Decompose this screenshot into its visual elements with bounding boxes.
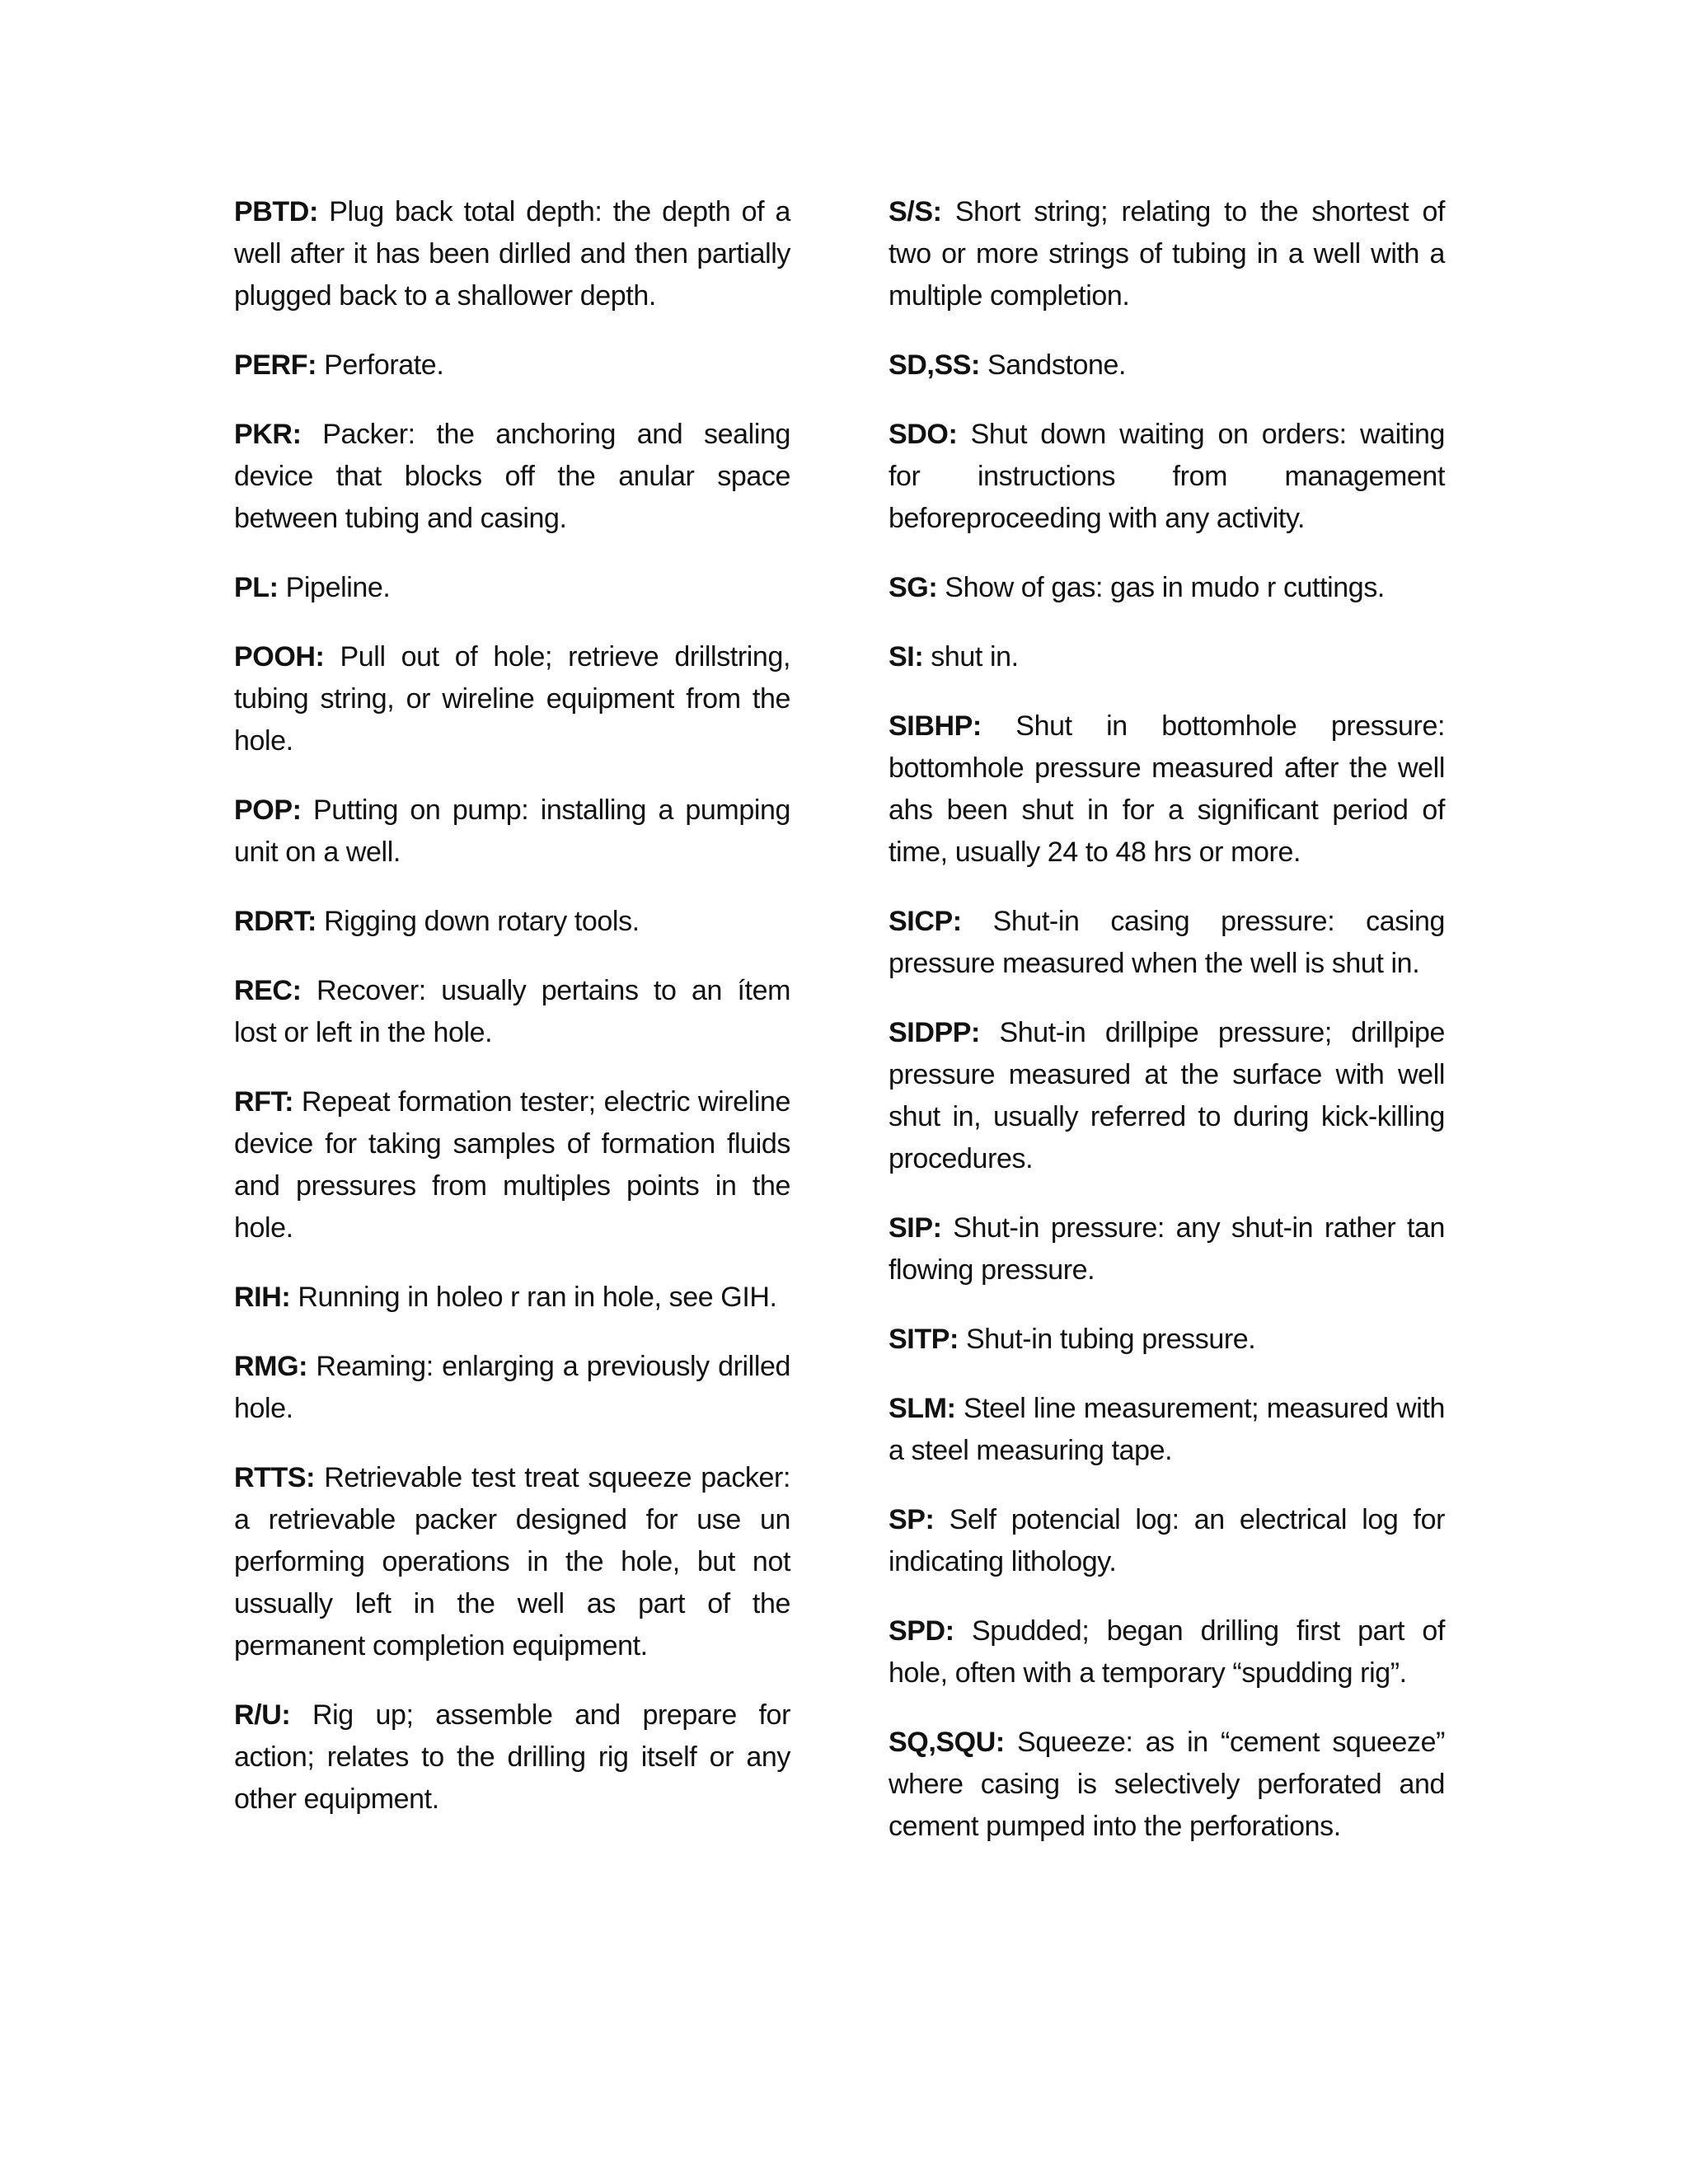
glossary-definition: Squeeze: as in “cement squeeze” where casing is selectively perforated and cement pumped into the perforations. xyxy=(889,1727,1445,1842)
glossary-entry xyxy=(234,1081,790,1249)
glossary-term: SD,SS: xyxy=(889,349,980,381)
glossary-definition: Shut-in casing pressure: casing pressure measured when the well is shut in. xyxy=(889,906,1445,979)
glossary-term: SQ,SQU: xyxy=(889,1727,1005,1758)
glossary-term: RDRT: xyxy=(234,906,316,937)
glossary-definition: Pipeline. xyxy=(285,572,391,603)
glossary-term: SIP: xyxy=(889,1212,942,1244)
glossary-entry xyxy=(234,1277,790,1319)
glossary-term: R/U: xyxy=(234,1699,291,1731)
glossary-term: SI: xyxy=(889,641,924,673)
glossary-column-left xyxy=(234,191,790,1848)
glossary-term: PBTD: xyxy=(234,196,318,227)
glossary-definition: Rig up; assemble and prepare for action; relates to the drilling rig itself or any other equipment. xyxy=(234,1699,790,1815)
glossary-entry xyxy=(234,567,790,609)
glossary-definition: Plug back total depth: the depth of a well after it has been dirlled and then partially plugged back to a shallower depth. xyxy=(234,196,790,312)
glossary-entry xyxy=(889,414,1445,540)
glossary-term: RFT: xyxy=(234,1086,294,1118)
glossary-term: SITP: xyxy=(889,1324,959,1355)
glossary-definition: Shut-in pressure: any shut-in rather tan flowing pressure. xyxy=(889,1212,1446,1286)
glossary-term: RTTS: xyxy=(234,1462,316,1493)
glossary-term: SP: xyxy=(889,1504,935,1535)
glossary-definition: Steel line measurement; measured with a steel measuring tape. xyxy=(889,1393,1446,1466)
glossary-term: PL: xyxy=(234,572,279,603)
glossary-term: RMG: xyxy=(234,1351,308,1382)
glossary-entry xyxy=(889,344,1445,387)
glossary-entry xyxy=(234,970,790,1054)
glossary-term: PKR: xyxy=(234,419,302,450)
glossary-entry xyxy=(889,1012,1445,1180)
glossary-definition: Reaming: enlarging a previously drilled hole. xyxy=(234,1351,790,1424)
glossary-definition: Retrievable test treat squeeze packer: a retrievable packer designed for use un performing operations in the hole, but not ussually left in the well as part of the permanent completion equipment. xyxy=(234,1462,790,1661)
glossary-entry xyxy=(234,414,790,540)
glossary-entry xyxy=(234,1457,790,1667)
glossary-term: SDO: xyxy=(889,419,958,450)
glossary-definition: Packer: the anchoring and sealing device that blocks off the anular space between tubing and casing. xyxy=(234,419,790,534)
glossary-term: SIBHP: xyxy=(889,710,982,742)
glossary-definition: Shut-in tubing pressure. xyxy=(965,1324,1256,1355)
glossary-definition: shut in. xyxy=(931,641,1019,673)
glossary-definition: Short string; relating to the shortest of two or more strings of tubing in a well with a multiple completion. xyxy=(889,196,1445,312)
glossary-definition: Show of gas: gas in mudo r cuttings. xyxy=(945,572,1385,603)
glossary-column-right xyxy=(889,191,1445,1875)
glossary-definition: Sandstone. xyxy=(987,349,1127,381)
glossary-definition: Spudded; began drilling first part of hole, often with a temporary “spudding rig”. xyxy=(889,1615,1445,1689)
glossary-definition: Rigging down rotary tools. xyxy=(324,906,640,937)
glossary-entry xyxy=(889,191,1445,317)
glossary-term: RIH: xyxy=(234,1282,291,1313)
glossary-entry xyxy=(234,790,790,874)
glossary-definition: Shut down waiting on orders: waiting for instructions from management beforeproceeding with any activity. xyxy=(889,419,1445,534)
glossary-entry xyxy=(889,567,1445,609)
glossary-entry xyxy=(889,1722,1445,1848)
glossary-entry xyxy=(889,1610,1445,1694)
glossary-definition: Repeat formation tester; electric wireline device for taking samples of formation fluids and pressures from multiples points in the hole. xyxy=(234,1086,790,1244)
glossary-definition: Perforate. xyxy=(324,349,444,381)
glossary-term: SG: xyxy=(889,572,938,603)
glossary-term: SPD: xyxy=(889,1615,954,1647)
glossary-entry xyxy=(234,191,790,317)
glossary-entry xyxy=(234,636,790,762)
glossary-term: SIDPP: xyxy=(889,1017,980,1048)
glossary-term: SICP: xyxy=(889,906,962,937)
glossary-entry xyxy=(234,1346,790,1430)
glossary-entry xyxy=(889,1499,1445,1583)
glossary-definition: Putting on pump: installing a pumping unit on a well. xyxy=(234,794,791,868)
glossary-entry xyxy=(889,1319,1445,1361)
glossary-definition: Pull out of hole; retrieve drillstring, tubing string, or wireline equipment from the hole. xyxy=(234,641,790,757)
glossary-definition: Running in holeo r ran in hole, see GIH. xyxy=(298,1282,777,1313)
glossary-entry xyxy=(889,636,1445,678)
glossary-term: POP: xyxy=(234,794,302,826)
glossary-term: REC: xyxy=(234,975,302,1006)
glossary-entry xyxy=(234,901,790,943)
glossary-definition: Shut in bottomhole pressure: bottomhole pressure measured after the well ahs been shut in for a significant period of time, usually 24 to 48 hrs or more. xyxy=(889,710,1445,868)
glossary-entry xyxy=(234,344,790,387)
glossary-term: S/S: xyxy=(889,196,942,227)
glossary-entry xyxy=(234,1694,790,1821)
glossary-entry xyxy=(889,901,1445,985)
glossary-definition: Shut-in drillpipe pressure; drillpipe pressure measured at the surface with well shut in, usually referred to during kick-killing procedures. xyxy=(889,1017,1446,1174)
glossary-entry xyxy=(889,1388,1445,1472)
glossary-term: PERF: xyxy=(234,349,317,381)
glossary-entry xyxy=(889,1207,1445,1291)
glossary-term: POOH: xyxy=(234,641,325,673)
glossary-term: SLM: xyxy=(889,1393,956,1424)
glossary-definition: Self potencial log: an electrical log for indicating lithology. xyxy=(889,1504,1445,1577)
glossary-entry xyxy=(889,705,1445,874)
glossary-definition: Recover: usually pertains to an ítem lost or left in the hole. xyxy=(234,975,791,1048)
